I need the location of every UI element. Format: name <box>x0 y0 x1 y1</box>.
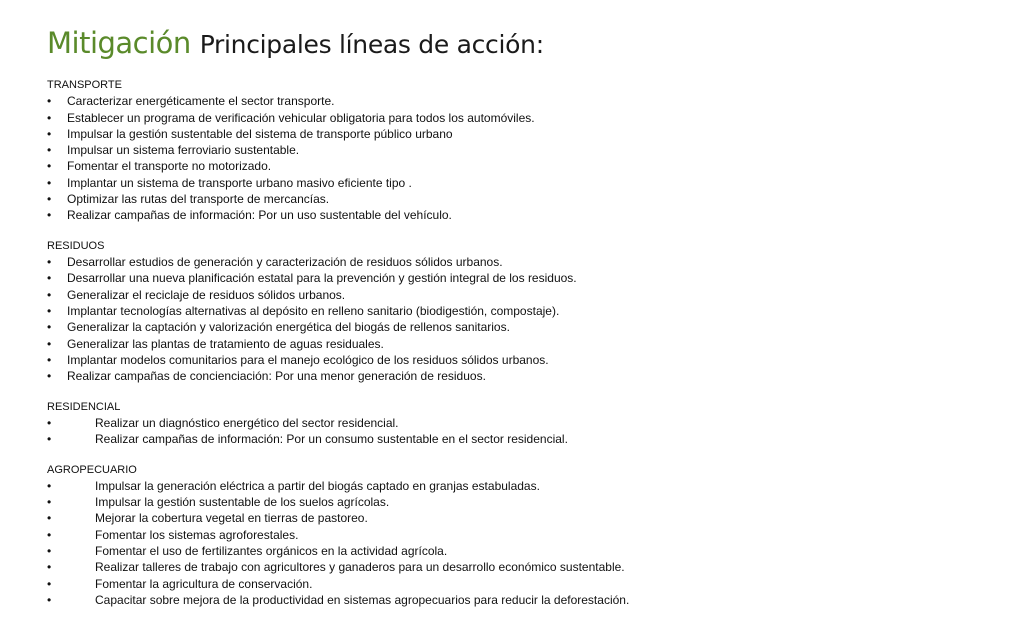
section-heading: TRANSPORTE <box>47 79 122 91</box>
slide-content <box>47 77 987 608</box>
list-item <box>47 287 987 303</box>
list-item-text: Generalizar el reciclaje de residuos sólidos urbanos. <box>67 287 346 302</box>
bullet-icon: • <box>47 208 52 223</box>
list-item <box>47 319 987 335</box>
list-item <box>47 126 987 142</box>
list-item <box>47 431 987 447</box>
bullet-list <box>47 478 987 608</box>
bullet-icon: • <box>47 495 52 510</box>
list-item-text: Caracterizar energéticamente el sector transporte. <box>67 94 335 109</box>
list-item <box>47 478 987 494</box>
list-item-text: Realizar un diagnóstico energético del sector residencial. <box>95 415 399 430</box>
bullet-icon: • <box>47 415 52 430</box>
bullet-icon: • <box>47 352 52 367</box>
list-item-text: Desarrollar una nueva planificación estatal para la prevención y gestión integral de los residuos. <box>67 271 577 286</box>
section-heading: AGROPECUARIO <box>47 463 137 476</box>
list-item <box>47 576 987 592</box>
bullet-icon: • <box>47 511 52 526</box>
section-heading: RESIDUOS <box>47 239 105 252</box>
list-item-text: Fomentar los sistemas agroforestales. <box>95 527 299 542</box>
list-item-text: Implantar tecnologías alternativas al depósito en relleno sanitario (biodigestión, compostaje). <box>67 303 560 318</box>
bullet-icon: • <box>47 527 52 542</box>
bullet-list <box>47 93 987 223</box>
list-item-text: Generalizar las plantas de tratamiento de aguas residuales. <box>67 336 384 351</box>
list-item-text: Implantar un sistema de transporte urbano masivo eficiente tipo . <box>67 175 412 190</box>
bullet-icon: • <box>47 287 52 302</box>
list-item <box>47 494 987 510</box>
list-item <box>47 158 987 174</box>
list-item-text: Establecer un programa de verificación vehicular obligatoria para todos los automóviles. <box>67 110 535 125</box>
bullet-icon: • <box>47 369 52 384</box>
section-agropecuario <box>47 462 987 609</box>
bullet-icon: • <box>47 576 52 591</box>
list-item <box>47 142 987 158</box>
list-item <box>47 270 987 286</box>
list-item <box>47 336 987 352</box>
bullet-icon: • <box>47 271 52 286</box>
list-item-text: Realizar campañas de concienciación: Por una menor generación de residuos. <box>67 369 486 384</box>
list-item-text: Implantar modelos comunitarios para el manejo ecológico de los residuos sólidos urbanos. <box>67 352 549 367</box>
list-item <box>47 191 987 207</box>
list-item-text: Realizar talleres de trabajo con agricultores y ganaderos para un desarrollo económico sustentable. <box>95 560 625 575</box>
bullet-icon: • <box>47 143 52 158</box>
list-item-text: Capacitar sobre mejora de la productividad en sistemas agropecuarios para reducir la deforestación. <box>95 592 630 607</box>
list-item-text: Fomentar la agricultura de conservación. <box>95 576 313 591</box>
bullet-icon: • <box>47 560 52 575</box>
bullet-icon: • <box>47 432 52 447</box>
list-item <box>47 510 987 526</box>
bullet-icon: • <box>47 544 52 558</box>
list-item <box>47 93 987 109</box>
list-item-text: Impulsar la generación eléctrica a partir del biogás captado en granjas estabuladas. <box>95 478 540 493</box>
bullet-icon: • <box>47 303 52 318</box>
bullet-icon: • <box>47 320 52 335</box>
bullet-icon: • <box>47 592 52 607</box>
bullet-icon: • <box>47 110 52 125</box>
list-item <box>47 110 987 126</box>
list-item <box>47 543 987 559</box>
list-item <box>47 254 987 270</box>
title-main: Mitigación <box>47 26 191 60</box>
list-item-text: Realizar campañas de información: Por un uso sustentable del vehículo. <box>67 208 452 223</box>
bullet-list <box>47 415 987 448</box>
bullet-icon: • <box>47 192 52 207</box>
list-item <box>47 415 987 431</box>
list-item <box>47 352 987 368</box>
bullet-icon: • <box>47 336 52 351</box>
bullet-icon: • <box>47 94 52 109</box>
list-item <box>47 303 987 319</box>
bullet-icon: • <box>47 255 52 270</box>
bullet-icon: • <box>47 126 52 141</box>
slide-title <box>47 22 544 65</box>
bullet-icon: • <box>47 159 52 174</box>
list-item-text: Realizar campañas de información: Por un consumo sustentable en el sector residencial. <box>95 432 568 447</box>
list-item <box>47 207 987 223</box>
list-item-text: Desarrollar estudios de generación y caracterización de residuos sólidos urbanos. <box>67 255 503 270</box>
section-residuos <box>47 238 987 385</box>
list-item-text: Impulsar la gestión sustentable de los suelos agrícolas. <box>95 495 390 510</box>
list-item-text: Fomentar el uso de fertilizantes orgánicos en la actividad agrícola. <box>95 544 448 558</box>
list-item <box>47 527 987 543</box>
bullet-icon: • <box>47 175 52 190</box>
section-transporte <box>47 77 987 224</box>
list-item-text: Optimizar las rutas del transporte de mercancías. <box>67 192 330 207</box>
list-item <box>47 175 987 191</box>
bullet-icon: • <box>47 478 52 493</box>
list-item <box>47 592 987 608</box>
list-item <box>47 368 987 384</box>
list-item-text: Fomentar el transporte no motorizado. <box>67 159 272 174</box>
section-residencial <box>47 399 987 448</box>
list-item-text: Generalizar la captación y valorización energética del biogás de rellenos sanitarios. <box>67 320 510 335</box>
list-item <box>47 559 987 575</box>
list-item-text: Mejorar la cobertura vegetal en tierras de pastoreo. <box>95 511 368 526</box>
bullet-list <box>47 254 987 384</box>
title-sub: Principales líneas de acción: <box>199 30 544 59</box>
list-item-text: Impulsar un sistema ferroviario sustentable. <box>67 143 300 158</box>
section-heading: RESIDENCIAL <box>47 400 121 413</box>
list-item-text: Impulsar la gestión sustentable del sistema de transporte público urbano <box>67 126 453 141</box>
